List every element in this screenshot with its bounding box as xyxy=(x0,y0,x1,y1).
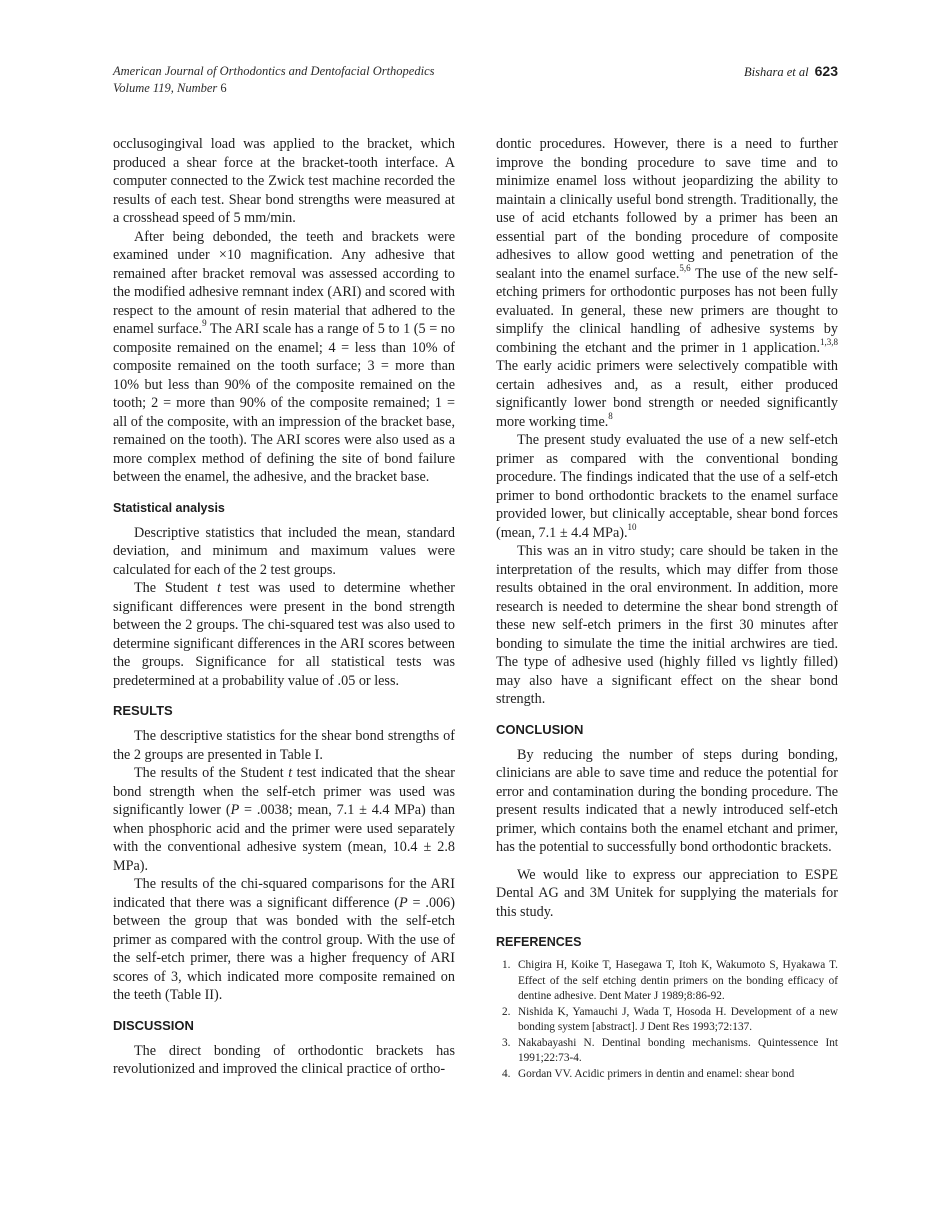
left-column xyxy=(113,135,455,1079)
paragraph: By reducing the number of steps during bonding, clinicians are able to save time and reduce the potential for error and contamination during the bonding procedure. The present results indicated that a newly introduced self-etch primer, which contains both the enamel etchant and primer, has the potential to successfully bond orthodontic brackets. xyxy=(496,746,838,855)
right-column xyxy=(496,135,838,1082)
page-number: 623 xyxy=(814,63,838,79)
reference-item: 1. Chigira H, Koike T, Hasegawa T, Itoh K, Wakumoto S, Hyakawa T. Effect of the self etching dentin primers on the bonding efficacy of dentine adhesive. Dent Mater J 1989;8:86-92. xyxy=(502,959,838,1002)
journal-title: American Journal of Orthodontics and Dentofacial Orthopedics xyxy=(113,64,435,78)
paragraph: The Student t test was used to determine whether significant differences were present in the bond strength between the 2 groups. The chi-squared test was also used to determine significant differences in the ARI scores between the groups. Significance for all statistical tests was predetermined at a probability value of .05 or less. xyxy=(113,580,455,689)
section-heading-conclusion: CONCLUSION xyxy=(496,721,584,737)
journal-info xyxy=(113,63,838,97)
journal-volume: Volume 119, Number 6 xyxy=(113,81,227,95)
section-heading-references: REFERENCES xyxy=(496,935,582,949)
reference-item: 3. Nakabayashi N. Dentinal bonding mechanisms. Quintessence Int 1991;22:73-4. xyxy=(502,1036,838,1064)
paragraph: The present study evaluated the use of a new self-etch primer as compared with the conventional bonding procedure. The findings indicated that the use of a self-etch primer to bond orthodontic brackets to the enamel surface provided lower, but clinically acceptable, shear bond forces (mean, 7.1 ± 4.4 MPa).$^{10}$ xyxy=(496,432,838,541)
reference-item: 2. Nishida K, Yamauchi J, Wada T, Hosoda H. Development of a new bonding system [abstract]. J Dent Res 1993;72:137. xyxy=(502,1005,838,1033)
paragraph: This was an in vitro study; care should be taken in the interpretation of the results, which may differ from those results obtained in the oral environment. In addition, more research is needed to determine the shear bond strength of these new self-etch primers in the first 30 minutes after bonding to simulate the time the initial archwires are tied. The type of adhesive used (highly filled vs lightly filled) may also have a significant effect on the shear bond strength. xyxy=(496,543,838,707)
section-heading-results: RESULTS xyxy=(113,703,173,718)
reference-list xyxy=(496,958,838,1082)
paragraph: dontic procedures. However, there is a need to further improve the bonding procedure to save time and to minimize enamel loss without jeopardizing the ability to maintain a clinically useful bond strength. Traditionally, the use of acid etchants followed by a primer has been an essential part of the bonding procedure of composite adhesives to allow good wetting and penetration of the sealant into the enamel surface.$^{5,6}$ The use of the new self-etching primers for orthodontic purposes has not been fully evaluated. In general, these new primers are thought to simplify the clinical handling of adhesive systems by combining the etchant and the primer in 1 application.$^{1,3,8}$ The early acidic primers were selectively compatible with certain adhesives and, as a result, either produced significantly lower bond strength or needed significantly more working time.$^8$ xyxy=(496,136,838,430)
section-heading-statistical-analysis: Statistical analysis xyxy=(113,500,225,515)
paragraph: After being debonded, the teeth and brackets were examined under ×10 magnification. Any adhesive that remained after bracket removal was assessed according to the modified adhesive remnant index (ARI) and scored with respect to the amount of resin material that adhered to the enamel surface.$^9$ The ARI scale has a range of 5 to 1 (5 = no composite remained on the enamel; 4 = less than 10% of composite remained on the tooth surface; 3 = more than 10% but less than 90% of the composite remained on the tooth; 2 = more than 90% of the composite remained; 1 = all of the composite, with an impression of the bracket base, remained on the tooth). The ARI scores were also used as a more complex method of defining the site of bond failure between the enamel, the adhesive, and the bracket base. xyxy=(113,228,455,485)
reference-item: 4. Gordan VV. Acidic primers in dentin and enamel: shear bond xyxy=(502,1067,795,1080)
paragraph: The results of the chi-squared comparisons for the ARI indicated that there was a significant difference (P = .006) between the group that was bonded with the self-etch primer as compared with the control group. With the use of the self-etch primer, there was a higher frequency of ARI scores of 3, which indicated more composite remained on the teeth (Table II). xyxy=(113,876,455,1003)
paragraph: occlusogingival load was applied to the bracket, which produced a shear force at the bracket-tooth interface. A computer connected to the Zwick test machine recorded the results of each test. Shear bond strengths were measured at a crosshead speed of 5 mm/min. xyxy=(113,136,455,226)
acknowledgment: We would like to express our appreciation to ESPE Dental AG and 3M Unitek for supplying the materials for this study. xyxy=(496,866,838,920)
paragraph: The descriptive statistics for the shear bond strengths of the 2 groups are presented in Table I. xyxy=(113,728,455,763)
running-authors: Bishara et al xyxy=(744,65,809,79)
paragraph: The direct bonding of orthodontic brackets has revolutionized and improved the clinical practice of ortho- xyxy=(113,1042,455,1077)
running-header xyxy=(113,63,838,97)
paragraph: Descriptive statistics that included the mean, standard deviation, and minimum and maximum values were calculated for each of the 2 test groups. xyxy=(113,524,455,578)
paragraph: The results of the Student t test indicated that the shear bond strength when the self-etch primer was used was significantly lower (P = .0038; mean, 7.1 ± 4.4 MPa) than when phosphoric acid and the primer were used separately with the conventional adhesive system (mean, 10.4 ± 2.8 MPa). xyxy=(113,765,456,874)
section-heading-discussion: DISCUSSION xyxy=(113,1017,194,1033)
page-info xyxy=(744,63,838,81)
